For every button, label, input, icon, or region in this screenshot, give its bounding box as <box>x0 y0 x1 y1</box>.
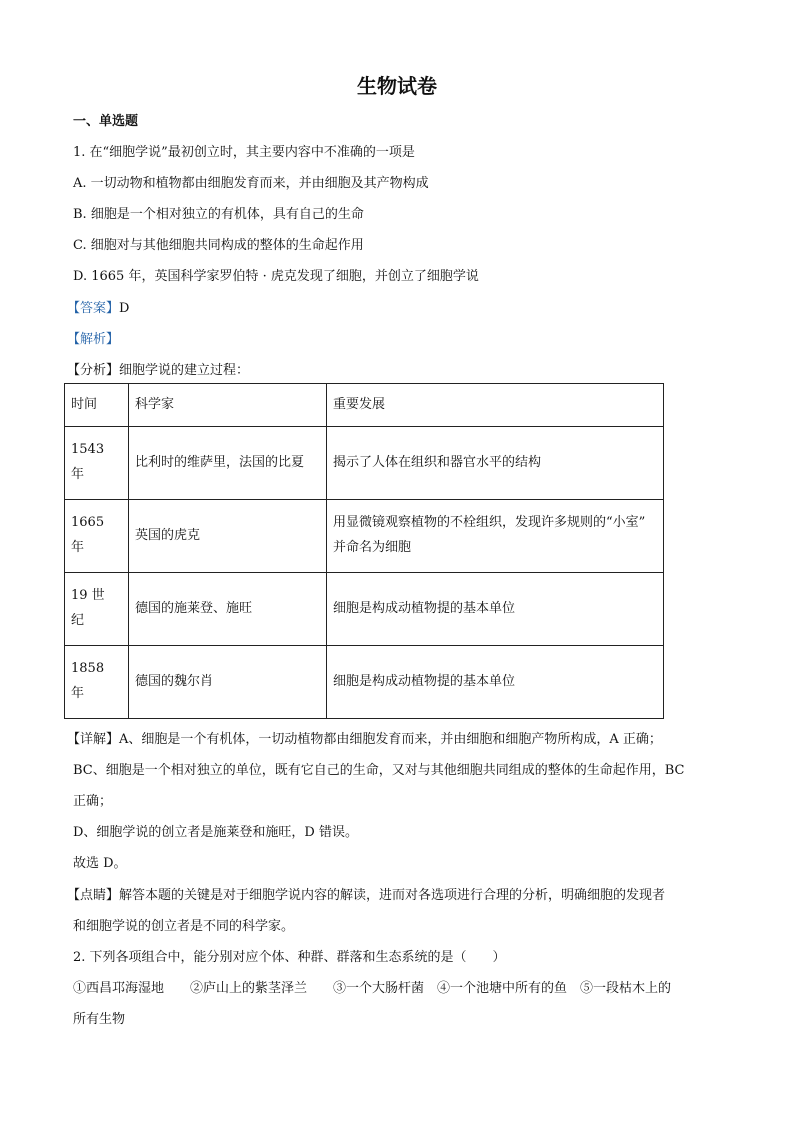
header-development: 重要发展 <box>327 384 664 427</box>
cell-time-b: 年 <box>71 686 85 701</box>
detail-line-3: 正确； <box>73 794 113 809</box>
option-b: B. 细胞是一个相对独立的有机体，具有自己的生命 <box>73 207 364 222</box>
cell-development <box>327 427 664 500</box>
header-time: 时间 <box>65 384 129 427</box>
cell-development <box>327 573 664 646</box>
cell-time-a: 1543 <box>71 442 105 458</box>
answer-value: D <box>119 301 130 316</box>
cell-time-a: 1665 <box>71 515 105 531</box>
detail-tag: 【详解】 <box>67 732 120 747</box>
detail-line-2: BC、细胞是一个相对独立的单位，既有它自己的生命，又对与其他细胞共同组成的整体的生命起作用，BC <box>73 763 685 778</box>
exam-title: 生物试卷 <box>357 74 437 98</box>
option-c: C. 细胞对与其他细胞共同构成的整体的生命起作用 <box>73 238 364 253</box>
cell-development <box>327 646 664 719</box>
table-row <box>65 427 664 500</box>
cell-time-a: 19 世 <box>71 588 105 604</box>
dianjing-line-2: 和细胞学说的创立者是不同的科学家。 <box>73 919 295 934</box>
question-1-stem: 1. 在“细胞学说”最初创立时，其主要内容中不准确的一项是 <box>73 145 415 160</box>
cell-time <box>65 427 129 500</box>
cell-scientist: 德国的施莱登、施旺 <box>129 573 327 646</box>
answer-tag: 【答案】 <box>67 301 120 316</box>
question-2-stem: 2. 下列各项组合中，能分别对应个体、种群、群落和生态系统的是（ ） <box>73 950 506 965</box>
fenxi-line <box>67 359 249 378</box>
table-row <box>65 646 664 719</box>
cell-dev-a: 细胞是构成动植物提的基本单位 <box>333 600 516 616</box>
fenxi-text: 细胞学说的建立过程： <box>119 363 250 378</box>
detail-line-1 <box>67 728 662 747</box>
dianjing-tag: 【点睛】 <box>67 888 120 903</box>
fenxi-tag: 【分析】 <box>67 363 120 378</box>
cell-dev-a: 揭示了人体在组织和器官水平的结构 <box>333 454 542 470</box>
cell-time-b: 年 <box>71 540 85 555</box>
cell-development <box>327 500 664 573</box>
table-header-row <box>65 384 664 427</box>
cell-time-b: 纪 <box>71 613 85 628</box>
cell-dev-a: 用显微镜观察植物的不栓组织，发现许多规则的“小室” <box>333 515 646 531</box>
cell-dev-a: 细胞是构成动植物提的基本单位 <box>333 673 516 689</box>
cell-time <box>65 573 129 646</box>
table-row <box>65 500 664 573</box>
cell-scientist: 德国的魏尔肖 <box>129 646 327 719</box>
header-scientist: 科学家 <box>129 384 327 427</box>
option-d: D. 1665 年，英国科学家罗伯特 · 虎克发现了细胞，并创立了细胞学说 <box>73 269 479 284</box>
dianjing-text-1: 解答本题的关键是对于细胞学说内容的解读，进而对各选项进行合理的分析，明确细胞的发现者 <box>119 888 666 903</box>
cell-time-b: 年 <box>71 467 85 482</box>
detail-line-4: D、细胞学说的创立者是施莱登和施旺，D 错误。 <box>73 825 358 840</box>
cell-scientist: 英国的虎克 <box>129 500 327 573</box>
cell-time-a: 1858 <box>71 661 105 677</box>
question-2-items-2: 所有生物 <box>73 1012 126 1027</box>
cell-theory-table <box>64 383 664 719</box>
answer-line <box>67 297 129 316</box>
cell-dev-b: 并命名为细胞 <box>333 540 412 555</box>
table-row <box>65 573 664 646</box>
detail-text-1: A、细胞是一个有机体，一切动植物都由细胞发育而来，并由细胞和细胞产物所构成，A 正确； <box>119 732 662 747</box>
section-heading: 一、单选题 <box>73 114 139 129</box>
cell-scientist: 比利时的维萨里，法国的比夏 <box>129 427 327 500</box>
analysis-tag: 【解析】 <box>67 332 120 347</box>
option-a: A. 一切动物和植物都由细胞发育而来，并由细胞及其产物构成 <box>73 176 429 191</box>
cell-time <box>65 500 129 573</box>
conclusion-line: 故选 D。 <box>73 856 127 871</box>
question-2-items-1: ①西昌邛海湿地 ②庐山上的紫茎泽兰 ③一个大肠杆菌 ④一个池塘中所有的鱼 ⑤一段枯木上的 <box>73 981 672 996</box>
cell-time <box>65 646 129 719</box>
dianjing-line-1 <box>67 884 665 903</box>
